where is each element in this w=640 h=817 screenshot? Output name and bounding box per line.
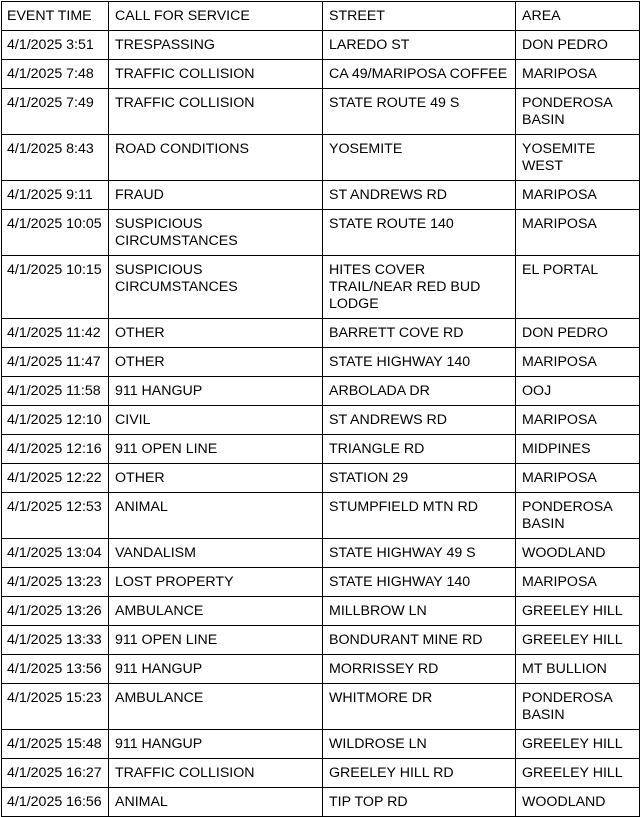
area-cell: WOODLAND xyxy=(516,788,640,817)
area-cell: PONDEROSA BASIN xyxy=(516,89,640,135)
area-cell: GREELEY HILL xyxy=(516,730,640,759)
area-cell: MARIPOSA xyxy=(516,568,640,597)
street-cell: LAREDO ST xyxy=(323,31,516,60)
event-time-cell: 4/1/2025 7:49 xyxy=(2,89,109,135)
street-cell: CA 49/MARIPOSA COFFEE xyxy=(323,60,516,89)
street-cell: MILLBROW LN xyxy=(323,597,516,626)
area-cell: MARIPOSA xyxy=(516,181,640,210)
header-street: STREET xyxy=(323,2,516,31)
area-cell: OOJ xyxy=(516,377,640,406)
table-row xyxy=(2,464,640,493)
street-cell: STATE ROUTE 140 xyxy=(323,210,516,256)
area-cell: EL PORTAL xyxy=(516,256,640,319)
call-type-cell: TRESPASSING xyxy=(109,31,323,60)
street-cell: ST ANDREWS RD xyxy=(323,181,516,210)
table-row xyxy=(2,31,640,60)
table-row xyxy=(2,655,640,684)
table-row xyxy=(2,759,640,788)
street-cell: BARRETT COVE RD xyxy=(323,319,516,348)
table-row xyxy=(2,626,640,655)
event-time-cell: 4/1/2025 15:23 xyxy=(2,684,109,730)
street-cell: BONDURANT MINE RD xyxy=(323,626,516,655)
table-row xyxy=(2,348,640,377)
event-time-cell: 4/1/2025 13:04 xyxy=(2,539,109,568)
call-log-table xyxy=(1,1,640,817)
event-time-cell: 4/1/2025 11:42 xyxy=(2,319,109,348)
street-cell: TRIANGLE RD xyxy=(323,435,516,464)
call-type-cell: TRAFFIC COLLISION xyxy=(109,60,323,89)
event-time-cell: 4/1/2025 8:43 xyxy=(2,135,109,181)
event-time-cell: 4/1/2025 13:23 xyxy=(2,568,109,597)
event-time-cell: 4/1/2025 16:27 xyxy=(2,759,109,788)
call-type-cell: TRAFFIC COLLISION xyxy=(109,759,323,788)
header-area: AREA xyxy=(516,2,640,31)
area-cell: WOODLAND xyxy=(516,539,640,568)
event-time-cell: 4/1/2025 3:51 xyxy=(2,31,109,60)
table-row xyxy=(2,493,640,539)
area-cell: DON PEDRO xyxy=(516,31,640,60)
area-cell: MT BULLION xyxy=(516,655,640,684)
call-type-cell: OTHER xyxy=(109,348,323,377)
area-cell: PONDEROSA BASIN xyxy=(516,493,640,539)
street-cell: STATE HIGHWAY 140 xyxy=(323,568,516,597)
call-type-cell: 911 OPEN LINE xyxy=(109,626,323,655)
event-time-cell: 4/1/2025 7:48 xyxy=(2,60,109,89)
table-row xyxy=(2,730,640,759)
street-cell: TIP TOP RD xyxy=(323,788,516,817)
street-cell: WILDROSE LN xyxy=(323,730,516,759)
header-event-time: EVENT TIME xyxy=(2,2,109,31)
call-type-cell: OTHER xyxy=(109,319,323,348)
event-time-cell: 4/1/2025 12:10 xyxy=(2,406,109,435)
call-type-cell: CIVIL xyxy=(109,406,323,435)
area-cell: PONDEROSA BASIN xyxy=(516,684,640,730)
header-call-for-service: CALL FOR SERVICE xyxy=(109,2,323,31)
event-time-cell: 4/1/2025 13:56 xyxy=(2,655,109,684)
area-cell: DON PEDRO xyxy=(516,319,640,348)
area-cell: YOSEMITE WEST xyxy=(516,135,640,181)
call-type-cell: ROAD CONDITIONS xyxy=(109,135,323,181)
event-time-cell: 4/1/2025 10:05 xyxy=(2,210,109,256)
area-cell: GREELEY HILL xyxy=(516,626,640,655)
table-row xyxy=(2,377,640,406)
table-row xyxy=(2,256,640,319)
area-cell: MARIPOSA xyxy=(516,464,640,493)
event-time-cell: 4/1/2025 11:58 xyxy=(2,377,109,406)
table-row xyxy=(2,210,640,256)
table-row xyxy=(2,135,640,181)
area-cell: MARIPOSA xyxy=(516,348,640,377)
street-cell: HITES COVER TRAIL/NEAR RED BUD LODGE xyxy=(323,256,516,319)
street-cell: STATION 29 xyxy=(323,464,516,493)
call-type-cell: SUSPICIOUS CIRCUMSTANCES xyxy=(109,210,323,256)
call-type-cell: SUSPICIOUS CIRCUMSTANCES xyxy=(109,256,323,319)
table-row xyxy=(2,89,640,135)
table-row xyxy=(2,435,640,464)
call-type-cell: TRAFFIC COLLISION xyxy=(109,89,323,135)
area-cell: MIDPINES xyxy=(516,435,640,464)
area-cell: GREELEY HILL xyxy=(516,759,640,788)
event-time-cell: 4/1/2025 12:22 xyxy=(2,464,109,493)
table-row xyxy=(2,684,640,730)
event-time-cell: 4/1/2025 16:56 xyxy=(2,788,109,817)
call-type-cell: 911 HANGUP xyxy=(109,377,323,406)
area-cell: GREELEY HILL xyxy=(516,597,640,626)
street-cell: STATE HIGHWAY 49 S xyxy=(323,539,516,568)
street-cell: ST ANDREWS RD xyxy=(323,406,516,435)
street-cell: GREELEY HILL RD xyxy=(323,759,516,788)
street-cell: MORRISSEY RD xyxy=(323,655,516,684)
call-type-cell: ANIMAL xyxy=(109,493,323,539)
area-cell: MARIPOSA xyxy=(516,406,640,435)
event-time-cell: 4/1/2025 10:15 xyxy=(2,256,109,319)
street-cell: STUMPFIELD MTN RD xyxy=(323,493,516,539)
call-type-cell: AMBULANCE xyxy=(109,597,323,626)
table-row xyxy=(2,60,640,89)
event-time-cell: 4/1/2025 13:26 xyxy=(2,597,109,626)
area-cell: MARIPOSA xyxy=(516,210,640,256)
table-row xyxy=(2,539,640,568)
call-type-cell: OTHER xyxy=(109,464,323,493)
table-row xyxy=(2,568,640,597)
event-time-cell: 4/1/2025 11:47 xyxy=(2,348,109,377)
call-type-cell: LOST PROPERTY xyxy=(109,568,323,597)
area-cell: MARIPOSA xyxy=(516,60,640,89)
table-body xyxy=(2,31,640,817)
table-row xyxy=(2,181,640,210)
table-row xyxy=(2,406,640,435)
table-row xyxy=(2,597,640,626)
event-time-cell: 4/1/2025 13:33 xyxy=(2,626,109,655)
call-type-cell: VANDALISM xyxy=(109,539,323,568)
call-type-cell: ANIMAL xyxy=(109,788,323,817)
call-type-cell: 911 HANGUP xyxy=(109,655,323,684)
call-type-cell: FRAUD xyxy=(109,181,323,210)
call-type-cell: AMBULANCE xyxy=(109,684,323,730)
event-time-cell: 4/1/2025 12:53 xyxy=(2,493,109,539)
call-type-cell: 911 HANGUP xyxy=(109,730,323,759)
street-cell: STATE ROUTE 49 S xyxy=(323,89,516,135)
header-row xyxy=(2,2,640,31)
event-time-cell: 4/1/2025 15:48 xyxy=(2,730,109,759)
street-cell: ARBOLADA DR xyxy=(323,377,516,406)
street-cell: STATE HIGHWAY 140 xyxy=(323,348,516,377)
street-cell: WHITMORE DR xyxy=(323,684,516,730)
call-type-cell: 911 OPEN LINE xyxy=(109,435,323,464)
event-time-cell: 4/1/2025 9:11 xyxy=(2,181,109,210)
table-row xyxy=(2,788,640,817)
table-row xyxy=(2,319,640,348)
street-cell: YOSEMITE xyxy=(323,135,516,181)
event-time-cell: 4/1/2025 12:16 xyxy=(2,435,109,464)
